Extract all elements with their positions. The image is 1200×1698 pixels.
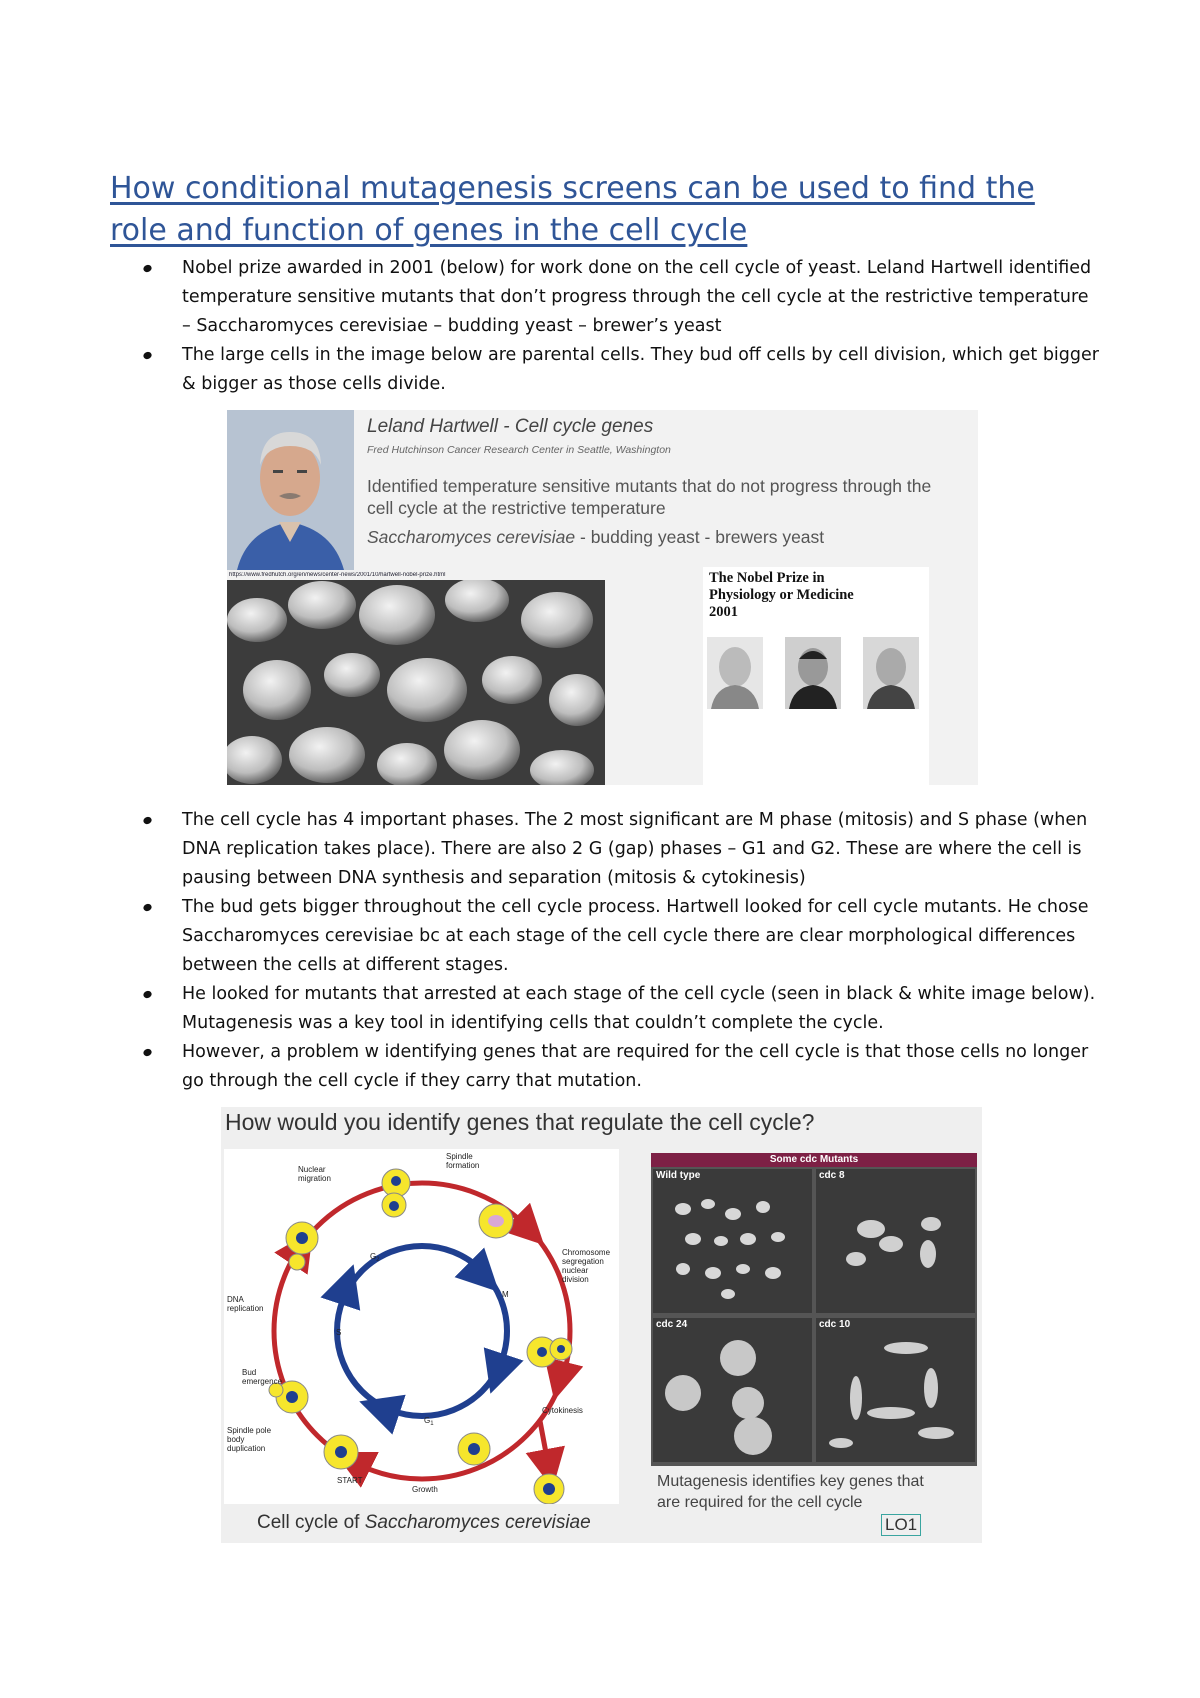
hartwell-figure — [227, 410, 978, 785]
bullet-item — [140, 980, 1100, 1038]
mutant-panel-cdc10 — [816, 1318, 975, 1462]
figure1-heading: Leland Hartwell - Cell cycle genes — [367, 416, 654, 437]
cdc-mutants-panel — [651, 1153, 977, 1466]
cell-cycle-caption: Cell cycle of Saccharomyces cerevisiae — [257, 1512, 591, 1533]
bullet-item — [140, 254, 1100, 341]
figure1-species-line — [367, 527, 824, 548]
svg-text:duplication: duplication — [227, 1444, 266, 1453]
bullet-item — [140, 341, 1100, 399]
bullet-text: However, a problem w identifying genes that are required for the cell cycle is that those cells no longer go through the cell cycle if they carry that mutation. — [182, 1042, 1089, 1091]
bullet-icon — [142, 1048, 152, 1057]
label-spindle-formation: Spindle — [446, 1152, 473, 1161]
svg-text:nuclear: nuclear — [562, 1266, 589, 1275]
bullet-list-top — [140, 254, 1100, 399]
mutant-panel-cdc8 — [816, 1169, 975, 1313]
panel-label: cdc 10 — [819, 1319, 851, 1330]
bullet-text: The bud gets bigger throughout the cell cycle process. Hartwell looked for cell cycle mutants. He chose Saccharomyces cerevisiae bc at each stage of the cell cycle there are clear morphological differences between the cells at different stages. — [182, 897, 1089, 975]
label-g2: $G_2$ — [370, 1252, 380, 1263]
mutant-panel-cdc24 — [653, 1318, 812, 1462]
svg-text:body: body — [227, 1435, 245, 1444]
nobel-title: The Nobel Prize in Physiology or Medicine 2001 — [709, 570, 854, 620]
bullet-item — [140, 893, 1100, 980]
bullet-text: The cell cycle has 4 important phases. The 2 most significant are M phase (mitosis) and S phase (when DNA replication takes place). There are also 2 G (gap) phases – G1 and G2. These are where the cell is pausing between DNA synthesis and separation (mitosis & cytokinesis) — [182, 810, 1088, 888]
bullet-icon — [142, 990, 152, 999]
figure1-url: https://www.fredhutch.org/en/news/center-news/2001/10/hartwell-nobel-prize.html — [229, 572, 446, 578]
bullet-text: The large cells in the image below are parental cells. They bud off cells by cell division, which get bigger & bigger as those cells divide. — [182, 345, 1099, 394]
laureate-photo — [707, 637, 763, 709]
figure1-line1: Identified temperature sensitive mutants that do not progress through the — [367, 476, 932, 496]
page-title: How conditional mutagenesis screens can be used to find the role and function of genes in the cell cycle — [110, 171, 1035, 248]
cell-cycle-diagram — [224, 1149, 619, 1504]
panel-label: Wild type — [656, 1170, 701, 1181]
label-g1: $G_1$ — [424, 1416, 434, 1427]
nobel-prize-panel — [703, 567, 929, 785]
label-growth: Growth — [412, 1485, 438, 1494]
label-dna-replication: DNA — [227, 1295, 244, 1304]
figure1-subheading: Fred Hutchinson Cancer Research Center in Seattle, Washington — [367, 444, 671, 456]
panel-label: cdc 8 — [819, 1170, 845, 1181]
yeast-micrograph — [227, 580, 605, 785]
bullet-list-bottom — [140, 806, 1100, 1096]
bullet-item — [140, 1038, 1100, 1096]
species-name: Saccharomyces cerevisiae — [367, 527, 576, 547]
bullet-text: He looked for mutants that arrested at each stage of the cell cycle (seen in black & white image below). Mutagenesis was a key tool in identifying cells that couldn’t complete the cycle. — [182, 984, 1096, 1033]
learning-outcome-tag: LO1 — [881, 1514, 921, 1536]
label-bud-emergence: Bud — [242, 1368, 257, 1377]
figure1-line2: cell cycle at the restrictive temperature — [367, 498, 666, 518]
laureate-photo — [785, 637, 841, 709]
mutants-caption: Mutagenesis identifies key genes that are required for the cell cycle — [657, 1473, 924, 1511]
bullet-icon — [142, 351, 152, 360]
mutants-header: Some cdc Mutants — [651, 1153, 977, 1167]
laureate-photo — [863, 637, 919, 709]
label-chromosome-segregation: Chromosome — [562, 1248, 611, 1257]
bullet-icon — [142, 264, 152, 273]
svg-text:replication: replication — [227, 1304, 264, 1313]
svg-text:formation: formation — [446, 1161, 480, 1170]
bullet-text: Nobel prize awarded in 2001 (below) for work done on the cell cycle of yeast. Leland Hartwell identified temperature sensitive mutants that don’t progress through the cell cycle at the restrictive temperature – Saccharomyces cerevisiae – budding yeast – brewer’s yeast — [182, 258, 1092, 336]
svg-text:division: division — [562, 1275, 589, 1284]
label-start: START — [337, 1476, 363, 1485]
bullet-icon — [142, 903, 152, 912]
bullet-item — [140, 806, 1100, 893]
cell-cycle-figure — [221, 1107, 982, 1543]
panel-label: cdc 24 — [656, 1319, 688, 1330]
svg-text:segregation: segregation — [562, 1257, 604, 1266]
bullet-icon — [142, 816, 152, 825]
label-cytokinesis: Cytokinesis — [542, 1406, 583, 1415]
svg-text:emergence: emergence — [242, 1377, 283, 1386]
hartwell-portrait — [227, 410, 354, 570]
label-nuclear-migration: Nuclear — [298, 1165, 326, 1174]
label-m: M — [502, 1290, 509, 1299]
mutant-panel-wild-type — [653, 1169, 812, 1313]
label-s: S — [336, 1328, 342, 1337]
label-spindle-pole-body: Spindle pole — [227, 1426, 272, 1435]
svg-text:migration: migration — [298, 1174, 331, 1183]
figure2-heading: How would you identify genes that regulate the cell cycle? — [225, 1109, 815, 1135]
species-description: - budding yeast - brewers yeast — [575, 527, 825, 547]
